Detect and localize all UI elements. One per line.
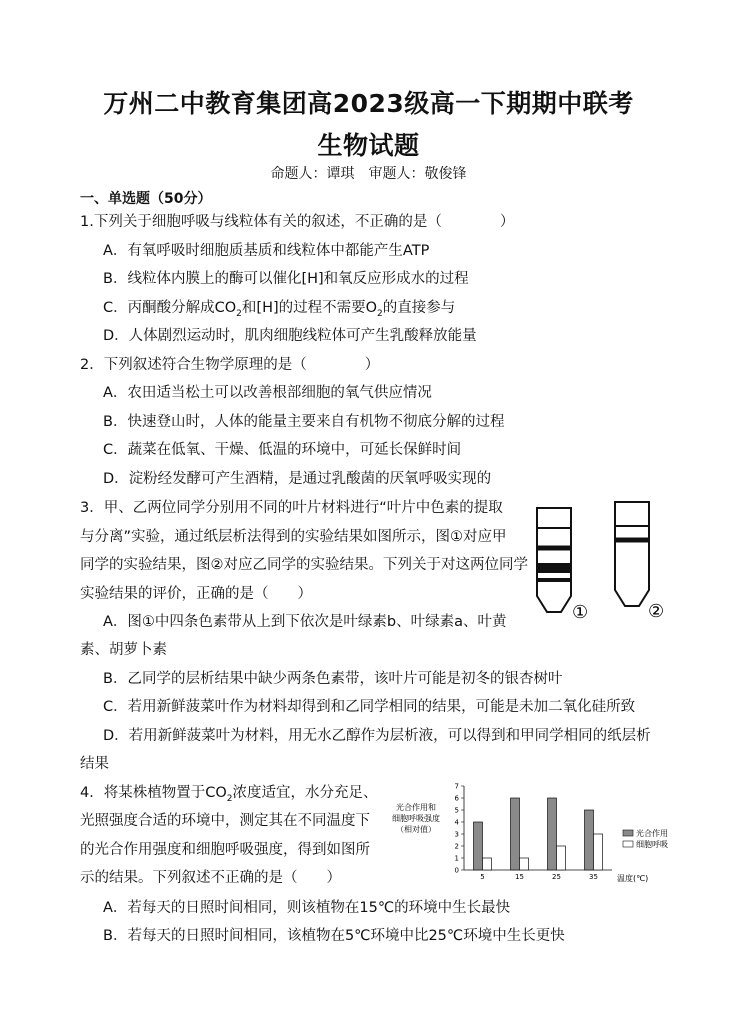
y-tick-label: 0 (454, 866, 459, 875)
legend-swatch-respiration (623, 841, 633, 847)
y-tick-label: 6 (454, 794, 459, 803)
q1-option-d: D．人体剧烈运动时，肌肉细胞线粒体可产生乳酸释放能量 (103, 328, 477, 344)
exam-title: 万州二中教育集团高2023级高一下期期中联考 (103, 89, 634, 118)
chart-bars (474, 798, 603, 870)
x-tick-label: 15 (515, 873, 524, 881)
y-tick-label: 2 (454, 842, 459, 851)
exam-subject: 生物试题 (317, 131, 420, 160)
q3-option-b: B．乙同学的层析结果中缺少两条色素带，该叶片可能是初冬的银杏树叶 (103, 671, 563, 687)
bar-respiration (520, 858, 529, 870)
exam-authors: 命题人：谭琪 审题人：敬俊锋 (270, 166, 467, 182)
bar-respiration (483, 858, 492, 870)
strip-1-band-3 (537, 563, 571, 573)
y-axis-label-line-2: 细胞呼吸强度 (392, 814, 440, 823)
q4-stem-line2: 光照强度合适的环境中，测定其在不同温度下 (80, 813, 370, 829)
q1-option-b: B．线粒体内膜上的酶可以催化[H]和氧反应形成水的过程 (103, 271, 469, 287)
bar-photosynthesis (548, 798, 557, 870)
q3-option-a-line2: 素、胡萝卜素 (80, 642, 167, 658)
x-tick-label: 5 (480, 873, 485, 881)
bar-photosynthesis (474, 822, 483, 870)
q3-stem-line1: 3．甲、乙两位同学分别用不同的叶片材料进行“叶片中色素的提取 (80, 500, 503, 516)
x-axis-label: 温度(℃) (617, 874, 649, 883)
q2-option-c: C．蔬菜在低氧、干燥、低温的环境中，可延长保鲜时间 (103, 442, 462, 458)
q3-stem-line4: 实验结果的评价，正确的是（ ） (80, 586, 312, 602)
q2-option-a: A．农田适当松土可以改善根部细胞的氧气供应情况 (103, 385, 432, 401)
section-heading: 一、单选题（50分） (80, 191, 212, 207)
legend-swatch-photosynthesis (623, 830, 633, 836)
q3-option-c: C．若用新鲜菠菜叶作为材料却得到和乙同学相同的结果，可能是未加二氧化硅所致 (103, 699, 636, 715)
q3-stem-line2: 与分离”实验，通过纸层析法得到的实验结果如图所示，图①对应甲 (80, 529, 507, 545)
chart-legend (623, 828, 668, 849)
temperature-bar-chart (380, 778, 710, 888)
q3-stem-line3: 同学的实验结果，图②对应乙同学的实验结果。下列关于对这两位同学 (80, 557, 528, 573)
x-tick-label: 35 (589, 873, 598, 881)
legend-label-photosynthesis: 光合作用 (636, 829, 668, 838)
y-tick-label: 5 (454, 806, 459, 815)
q4-option-b: B．若每天的日照时间相同，该植物在5℃环境中比25℃环境中生长更快 (103, 928, 565, 944)
y-axis-label-line-1: 光合作用和 (396, 803, 436, 812)
q4-stem-line3: 的光合作用强度和细胞呼吸强度，得到如图所 (80, 842, 370, 858)
y-axis-label-line-3: （相对值） (396, 825, 436, 834)
y-tick-label: 7 (454, 782, 459, 791)
q3-option-a-line1: A．图①中四条色素带从上到下依次是叶绿素b、叶绿素a、叶黄 (103, 614, 507, 630)
bar-respiration (557, 846, 566, 870)
y-axis-label (392, 802, 440, 834)
bar-respiration (594, 834, 603, 870)
figure-label-2: ② (648, 601, 665, 622)
bar-photosynthesis (585, 810, 594, 870)
bar-photosynthesis (511, 798, 520, 870)
paper-strip-1 (537, 508, 571, 612)
q4-stem-line1: 4．将某株植物置于$CO_2$浓度适宜，水分充足、 (80, 785, 378, 804)
x-tick-label: 25 (552, 873, 561, 881)
q3-option-d-line2: 结果 (80, 756, 109, 772)
y-tick-label: 3 (454, 830, 459, 839)
q2-option-d: D．淀粉经发酵可产生酒精，是通过乳酸菌的厌氧呼吸实现的 (103, 471, 492, 487)
figure-label-1: ① (572, 602, 589, 623)
chromatography-figure (528, 498, 698, 628)
legend-label-respiration: 细胞呼吸 (636, 840, 668, 849)
y-tick-label: 4 (454, 818, 459, 827)
q1-option-c: C．丙酮酸分解成$CO_2$和[H]的过程不需要$O_2$的直接参与 (103, 300, 456, 319)
q4-option-a: A．若每天的日照时间相同，则该植物在15℃的环境中生长最快 (103, 900, 511, 916)
paper-strip-2 (615, 502, 649, 606)
q1-stem: 1.下列关于细胞呼吸与线粒体有关的叙述，不正确的是（ ） (80, 214, 515, 230)
q1-option-a: A．有氧呼吸时细胞质基质和线粒体中都能产生ATP (103, 243, 430, 259)
q2-option-b: B．快速登山时，人体的能量主要来自有机物不彻底分解的过程 (103, 414, 505, 430)
q3-option-d-line1: D．若用新鲜菠菜叶为材料，用无水乙醇作为层析液，可以得到和甲同学相同的纸层析 (103, 728, 651, 744)
y-tick-label: 1 (454, 854, 459, 863)
q2-stem: 2．下列叙述符合生物学原理的是（ ） (80, 357, 380, 373)
q4-stem-line4: 示的结果。下列叙述不正确的是（ ） (80, 870, 341, 886)
